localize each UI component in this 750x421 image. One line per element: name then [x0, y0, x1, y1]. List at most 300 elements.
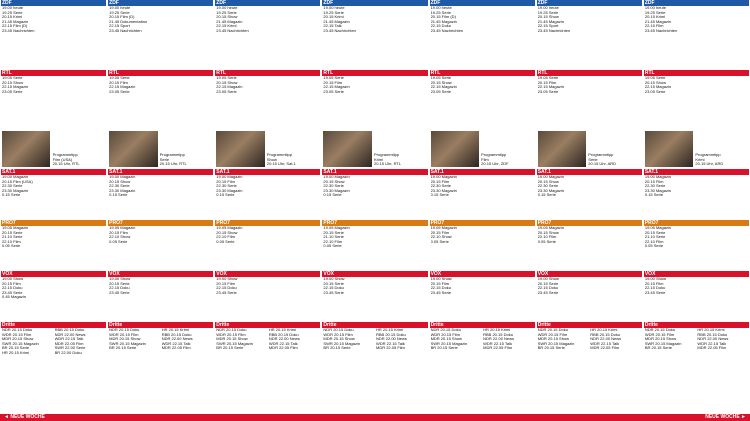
program-line: 22.15 Doku [2, 286, 23, 291]
program-line: 23.45 Serie [2, 290, 23, 295]
program-line: 20.15 Show [644, 80, 666, 85]
caption-line: Programmtipp [52, 153, 78, 158]
program-line: 21.45 Magazin [2, 19, 29, 24]
program-line: 0.15 Serie [323, 193, 342, 198]
program-line: WDR 20.15 Film [216, 332, 246, 337]
program-list [644, 226, 749, 249]
listing-cell [1, 271, 106, 321]
program-line: NDR 22.00 News [697, 337, 729, 342]
program-list [430, 6, 535, 34]
program-list [322, 226, 427, 249]
program-line: MDR 20.15 Show [109, 337, 141, 342]
caption-line: 20.15 Uhr, ARD [588, 162, 617, 167]
caption-line: Programmtipp [374, 153, 400, 158]
listing-cell [322, 322, 427, 419]
program-line: 23.45 Serie [323, 290, 344, 295]
listing-cell [322, 169, 427, 219]
program-line: 23.45 Nachrichten [109, 28, 142, 33]
program-line: MDR 22.05 Film [268, 346, 298, 351]
program-line: 22.30 Serie [644, 184, 666, 189]
program-list [215, 6, 320, 34]
program-line: 19.00 Show [644, 277, 666, 281]
program-line: NDR 20.15 Doku [323, 328, 354, 332]
channel-bar: VOX [108, 271, 213, 277]
program-line: 19.25 Serie [323, 10, 344, 15]
program-line: 19.00 heute [430, 6, 452, 10]
channel-bar: VOX [430, 271, 535, 277]
listing-cell [430, 0, 535, 69]
program-line: 21.45 Magazin [430, 19, 457, 24]
program-line: SWR 20.15 Magazin [109, 341, 146, 346]
channel-bar: PRO7 [108, 220, 213, 226]
program-line: 19.00 Show [109, 277, 131, 281]
program-line: 19.00 heute [216, 6, 238, 10]
listing-cell [322, 70, 427, 168]
listing-cell [108, 169, 213, 219]
program-line: 20.15 Film [216, 179, 235, 184]
prev-week-link[interactable]: ◄ NEUE WOCHE [4, 414, 45, 420]
program-line: 23.05 Serie [430, 89, 452, 94]
program-line: 19.00 Magazin [644, 175, 672, 179]
channel-bar: Dritte [537, 322, 642, 328]
program-line: 19.05 Serie [216, 76, 237, 80]
listing-cell [644, 169, 749, 219]
program-line: NDR 20.15 Doku [644, 328, 676, 332]
program-line: MDR 22.05 Film [161, 346, 191, 351]
program-list [1, 6, 106, 34]
program-line: 0.05 Serie [537, 239, 556, 244]
program-line: WDR 20.15 Film [323, 332, 353, 337]
program-line: 22.30 Serie [109, 184, 130, 189]
program-line: MDR 22.05 Film [483, 346, 513, 351]
program-list [108, 277, 213, 295]
caption-line: 20.15 Uhr, RTL [159, 162, 187, 167]
program-line: 20.15 Show [216, 80, 238, 85]
program-line: 21.10 Serie [2, 235, 23, 240]
program-line: 0.05 Serie [644, 244, 664, 249]
caption-line: Krimi [374, 157, 384, 162]
program-line: 23.45 Serie [216, 290, 237, 295]
program-line: RBB 20.15 Doku [697, 332, 728, 337]
channel-bar: VOX [322, 271, 427, 277]
listing-cell [215, 70, 320, 168]
program-line: 22.15 Doku [430, 286, 452, 291]
program-line: 20.15 Serie [537, 281, 559, 286]
program-line: 22.15 Doku [216, 286, 237, 291]
program-line: 19.00 Show [2, 277, 24, 281]
program-line: BR 20.15 Serie [537, 346, 565, 351]
channel-bar: RTL [430, 70, 535, 76]
program-line: WDR 22.15 Talk [697, 341, 727, 346]
listing-cell [644, 0, 749, 69]
tip-caption [695, 153, 748, 167]
program-line: 0.15 Serie [537, 193, 556, 198]
program-line: HR 20.15 Krimi [590, 328, 618, 332]
listing-cell [215, 271, 320, 321]
program-list [537, 277, 642, 295]
program-line: 22.15 Doku [430, 24, 452, 29]
listing-cell [537, 70, 642, 168]
program-line: 22.15 Film (D) [2, 24, 28, 29]
program-line: 22.10 Film [216, 235, 235, 240]
program-line: SWR 20.15 Magazin [323, 341, 361, 346]
listing-cell [215, 220, 320, 270]
program-list [644, 328, 749, 351]
listing-cell [108, 0, 213, 69]
channel-bar: RTL [322, 70, 427, 76]
program-line: SWR 22.00 Serie [54, 346, 86, 351]
program-list [644, 175, 749, 198]
program-line: 22.15 Magazin [644, 85, 672, 90]
listing-cell [537, 271, 642, 321]
program-line: 0.15 Serie [216, 193, 235, 198]
listing-cell [108, 220, 213, 270]
listing-cell [537, 220, 642, 270]
caption-line: Programmtipp [481, 153, 507, 158]
channel-bar: ZDF [322, 0, 427, 6]
program-list [1, 76, 106, 94]
program-line: 21.10 Serie [644, 235, 666, 240]
program-line: 23.45 Serie [537, 290, 559, 295]
program-line: BR 20.15 Serie [216, 346, 244, 351]
program-line: 21.45 Magazin [537, 19, 564, 24]
program-line: WDR 20.15 Film [109, 332, 139, 337]
program-line: MDR 22.05 Film [697, 346, 727, 351]
listing-cell [108, 322, 213, 419]
program-line: 22.10 Show [430, 235, 452, 240]
program-line: 23.45 Serie [430, 290, 452, 295]
program-line: 23.05 Serie [323, 89, 344, 94]
channel-bar: ZDF [1, 0, 106, 6]
program-line: WDR 22.15 Talk [268, 341, 298, 346]
listing-cell [322, 0, 427, 69]
program-line: 19.00 Magazin [216, 175, 243, 179]
program-line: 19.00 heute [109, 6, 131, 10]
program-line: 19.05 Magazin [2, 226, 29, 230]
program-list [430, 76, 535, 94]
program-line: 0.05 Serie [430, 239, 449, 244]
program-line: 19.00 Magazin [430, 175, 457, 179]
program-line: 22.15 Magazin [109, 85, 136, 90]
channel-bar: ZDF [644, 0, 749, 6]
program-line: SWR 20.15 Magazin [430, 341, 468, 346]
program-line: 20.15 Film [323, 80, 343, 85]
channel-bar: Dritte [1, 322, 106, 328]
program-list [108, 76, 213, 94]
program-line: 20.15 Show [430, 80, 452, 85]
program-line: 19.00 Show [537, 277, 559, 281]
caption-line: 20.15 Uhr, RTL [374, 162, 402, 167]
listing-cell [1, 220, 106, 270]
program-list [430, 328, 535, 351]
program-line: NDR 20.15 Doku [216, 328, 247, 332]
channel-bar: SAT.1 [215, 169, 320, 175]
program-line: 20.15 Show [537, 230, 559, 235]
program-line: SWR 20.15 Magazin [537, 341, 575, 346]
program-photo [645, 131, 693, 167]
program-line: HR 20.15 Krimi [2, 350, 30, 355]
caption-line: Show [266, 157, 277, 162]
caption-line: Programmtipp [695, 153, 721, 158]
program-list [322, 277, 427, 295]
program-line: 19.25 Serie [109, 10, 130, 15]
program-list [108, 175, 213, 198]
program-line: 23.45 Serie [109, 290, 130, 295]
program-line: 20.15 Film (D) [109, 15, 135, 20]
program-line: 23.45 Nachrichten [216, 28, 249, 33]
program-line: 23.05 Serie [644, 89, 666, 94]
channel-bar: PRO7 [537, 220, 642, 226]
program-line: BR 22.00 Doku [54, 350, 82, 355]
program-line: 20.15 Film [644, 179, 664, 184]
channel-bar: RTL [644, 70, 749, 76]
program-list [322, 6, 427, 34]
channel-bar: SAT.1 [644, 169, 749, 175]
program-line: BR 20.15 Serie [323, 346, 351, 351]
listing-cell [215, 169, 320, 219]
listing-cell [1, 169, 106, 219]
channel-bar: ZDF [108, 0, 213, 6]
program-list [322, 76, 427, 94]
program-line: RBB 20.15 Doku [375, 332, 406, 337]
footer-bar [0, 414, 750, 421]
program-line: 19.05 Serie [2, 76, 23, 80]
program-line: 19.05 Magazin [109, 226, 136, 230]
program-line: 22.30 Serie [323, 184, 344, 189]
program-line: 22.15 Talk [323, 24, 342, 29]
program-line: 19.25 Serie [644, 10, 666, 15]
program-line: 23.30 Magazin [430, 188, 457, 193]
program-line: 20.15 Film [109, 230, 128, 235]
program-line: WDR 22.15 Talk [590, 341, 620, 346]
program-list [644, 76, 749, 94]
program-line: 20.15 Serie [109, 281, 130, 286]
listing-cell [1, 0, 106, 69]
program-line: 22.15 Magazin [537, 85, 564, 90]
program-line: 20.15 Film [430, 281, 450, 286]
program-line: 23.05 Serie [109, 89, 130, 94]
program-line: 22.30 Serie [216, 184, 237, 189]
program-list [322, 175, 427, 198]
program-line: 22.15 Doku [323, 286, 344, 291]
channel-bar: SAT.1 [108, 169, 213, 175]
program-list [537, 6, 642, 34]
channel-bar: RTL [537, 70, 642, 76]
program-line: NDR 20.15 Doku [109, 328, 140, 332]
tip-caption [588, 153, 641, 167]
program-line: 22.15 Magazin [2, 85, 29, 90]
next-week-link[interactable]: NEUE WOCHE ► [705, 414, 746, 420]
program-photo [538, 131, 586, 167]
program-line: MDR 22.05 Film [375, 346, 405, 351]
program-line: 20.15 Film [430, 230, 450, 235]
channel-bar: Dritte [108, 322, 213, 328]
program-line: 20.15 Film [109, 80, 128, 85]
program-line: MDR 22.05 Film [590, 346, 620, 351]
program-line: 21.45 Dokumentation [109, 19, 148, 24]
program-line: 0.05 Serie [216, 239, 235, 244]
program-list [430, 175, 535, 198]
caption-line: 20.15 Uhr, ZDF [481, 162, 509, 167]
program-photo [431, 131, 479, 167]
caption-line: 20.15 Uhr, Sat.1 [266, 162, 296, 167]
program-line: MDR 20.15 Show [537, 337, 570, 342]
program-line: BR 20.15 Serie [2, 346, 30, 351]
caption-line: Film [481, 157, 489, 162]
program-line: BR 20.15 Serie [109, 346, 137, 351]
listing-cell [644, 322, 749, 419]
listing-cell [1, 322, 106, 419]
program-photo [216, 131, 264, 167]
program-line: 20.15 Serie [323, 230, 344, 235]
program-line: 23.30 Magazin [216, 188, 243, 193]
program-line: 0.15 Serie [430, 193, 449, 198]
program-list [537, 76, 642, 94]
program-line: NDR 22.00 News [268, 337, 300, 342]
channel-bar: VOX [1, 271, 106, 277]
program-line: HR 20.15 Krimi [161, 328, 189, 332]
program-line: 0.15 Serie [2, 193, 21, 198]
program-line: WDR 20.15 Film [430, 332, 460, 337]
program-list [1, 175, 106, 198]
tip-caption [53, 153, 106, 167]
program-line: 23.05 Serie [216, 89, 237, 94]
program-line: 19.05 Magazin [216, 226, 243, 230]
channel-bar: Dritte [215, 322, 320, 328]
program-line: 22.15 Sport [109, 24, 130, 29]
program-line: 20.15 Show [537, 179, 559, 184]
caption-line: Programmtipp [159, 153, 185, 158]
caption-line: 20.15 Uhr, ARD [695, 162, 724, 167]
caption-line: 20.15 Uhr, RTL [52, 162, 80, 167]
program-list [108, 226, 213, 244]
program-line: 20.15 Serie [2, 230, 23, 235]
listing-cell [322, 271, 427, 321]
channel-bar: Dritte [430, 322, 535, 328]
program-line: 0.15 Serie [644, 193, 664, 198]
program-line: 22.15 Sport [537, 24, 559, 29]
channel-bar: RTL [215, 70, 320, 76]
program-list [215, 277, 320, 295]
program-list [215, 76, 320, 94]
listing-cell [322, 220, 427, 270]
program-line: 23.30 Magazin [323, 188, 350, 193]
program-line: MDR 20.15 Show [2, 337, 34, 342]
program-line: 22.15 Magazin [216, 85, 243, 90]
program-line: 19.00 Magazin [323, 175, 350, 179]
program-line: 19.00 Magazin [109, 175, 136, 179]
program-line: 21.10 Serie [323, 235, 344, 240]
program-photo [109, 131, 157, 167]
listing-cell [430, 322, 535, 419]
listing-cell [430, 271, 535, 321]
program-line: 20.15 Show [216, 15, 238, 20]
program-line: 20.15 Film (USA) [2, 179, 33, 184]
program-line: SWR 20.15 Magazin [644, 341, 682, 346]
program-line: WDR 20.15 Film [537, 332, 568, 337]
listing-cell [430, 169, 535, 219]
program-line: NDR 20.15 Doku [537, 328, 568, 332]
program-line: 22.15 Film [644, 24, 664, 29]
program-line: NDR 20.15 Doku [2, 328, 33, 332]
caption-line: Serie [159, 157, 170, 162]
program-line: RBB 20.15 Doku [590, 332, 621, 337]
program-line: 19.00 heute [2, 6, 24, 10]
program-line: NDR 22.00 News [375, 337, 407, 342]
program-list [644, 6, 749, 34]
program-line: MDR 20.15 Show [323, 337, 355, 342]
program-list [1, 328, 106, 356]
tip-caption [481, 153, 534, 167]
program-line: HR 20.15 Krimi [375, 328, 404, 332]
program-line: 19.05 Serie [109, 76, 130, 80]
program-line: 23.05 Serie [2, 89, 23, 94]
program-line: NDR 22.00 News [161, 337, 193, 342]
program-line: 0.15 Serie [109, 193, 128, 198]
program-line: 20.15 Serie [323, 281, 344, 286]
channel-bar: ZDF [215, 0, 320, 6]
program-list [215, 175, 320, 198]
program-line: 20.15 Krimi [323, 15, 344, 20]
program-line: MDR 20.15 Show [430, 337, 462, 342]
channel-bar: PRO7 [215, 220, 320, 226]
program-line: 20.15 Film [644, 281, 664, 286]
program-line: 0.05 Serie [323, 244, 342, 249]
program-line: WDR 22.15 Talk [54, 337, 84, 342]
program-line: 20.15 Krimi [644, 15, 666, 20]
program-line: 22.30 Serie [2, 184, 23, 189]
program-line: 19.05 Magazin [537, 226, 564, 230]
program-line: WDR 22.15 Talk [483, 341, 512, 346]
channel-bar: VOX [644, 271, 749, 277]
tip-caption [160, 153, 213, 167]
program-line: 22.15 Krimi [216, 24, 237, 29]
program-list [1, 226, 106, 249]
program-list [215, 226, 320, 244]
program-list [430, 226, 535, 244]
program-line: 20.15 Show [323, 179, 345, 184]
program-line: BR 20.15 Serie [430, 346, 458, 351]
program-line: RBB 20.15 Doku [161, 332, 192, 337]
program-line: 20.15 Show [537, 15, 559, 20]
program-line: 19.05 Serie [323, 76, 344, 80]
channel-bar: SAT.1 [537, 169, 642, 175]
channel-bar: RTL [108, 70, 213, 76]
program-line: 20.15 Show [216, 230, 238, 235]
program-line: 23.45 Serie [644, 290, 666, 295]
listing-cell [537, 169, 642, 219]
program-list [644, 277, 749, 295]
program-line: 22.15 Magazin [323, 85, 350, 90]
program-line: 20.15 Film [2, 281, 21, 286]
program-line: 19.00 heute [537, 6, 559, 10]
channel-bar: Dritte [644, 322, 749, 328]
listing-cell [537, 322, 642, 419]
program-line: WDR 20.15 Film [644, 332, 675, 337]
program-line: 22.10 Film [323, 239, 343, 244]
program-photo [323, 131, 371, 167]
program-line: 19.00 Magazin [537, 175, 564, 179]
program-list [108, 328, 213, 351]
channel-bar: SAT.1 [430, 169, 535, 175]
program-line: MDR 20.15 Show [644, 337, 677, 342]
program-line: 20.15 Film [216, 281, 235, 286]
program-list [108, 6, 213, 34]
program-list [1, 277, 106, 300]
program-line: 19.05 Magazin [644, 226, 672, 230]
program-line: 22.30 Serie [537, 184, 559, 189]
program-line: 19.00 Show [323, 277, 345, 281]
